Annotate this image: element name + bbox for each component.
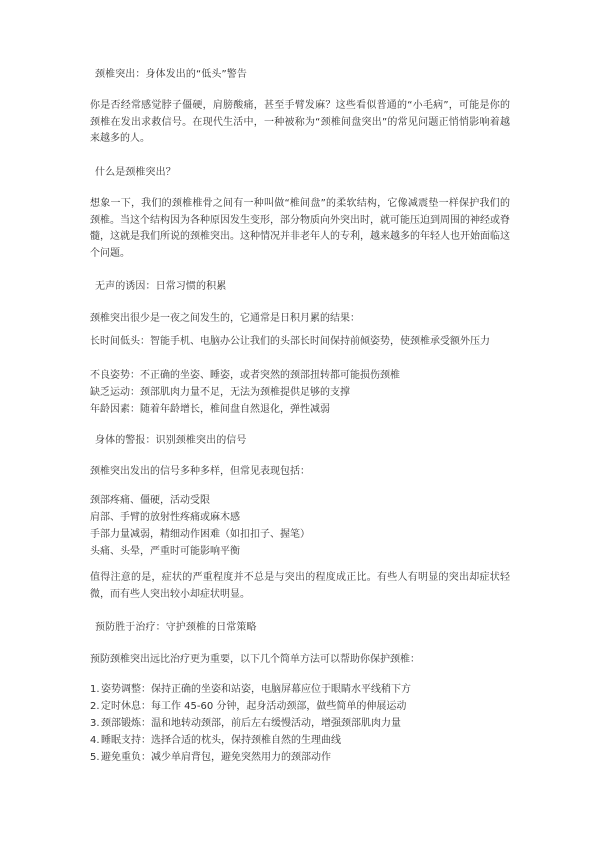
prevention-item-number: 2. [90,701,100,712]
page-title: 颈椎突出：身体发出的“低头”警告 [95,69,247,80]
signal-item: 手部力量减弱，精细动作困难（如扣扣子、握笔） [90,529,310,540]
section-heading-prevention: 预防胜于治疗：守护颈椎的日常策略 [95,622,257,633]
prevention-item [90,751,331,764]
prevention-item-text: 避免重负：减少单肩背包，避免突然用力的颈部动作 [101,752,331,763]
prevention-item [90,717,401,730]
section-heading-what-is: 什么是颈椎突出？ [95,167,176,178]
cause-item: 不良姿势：不正确的坐姿、睡姿，或者突然的颈部扭转都可能损伤颈椎 [90,370,400,381]
prevention-lead: 预防颈椎突出远比治疗更为重要，以下几个简单方法可以帮助你保护颈椎： [90,654,420,665]
section-heading-signals: 身体的警报：识别颈椎突出的信号 [95,435,247,446]
section-heading-causes: 无声的诱因：日常习惯的积累 [95,281,227,292]
section-what-is-body: 想象一下，我们的颈椎椎骨之间有一种叫做“椎间盘”的柔软结构，它像减震垫一样保护我们的颈椎。当这个结构因为各种原因发生变形，部分物质向外突出时，就可能压迫到周围的神经或脊髓，这就是我们所说的颈椎突出。这种情况并非老年人的专利，越来越多的年轻人也开始面临这个问题。 [90,198,510,259]
signal-item: 头痛、头晕，严重时可能影响平衡 [90,546,240,557]
cause-item: 年龄因素：随着年龄增长，椎间盘自然退化，弹性减弱 [90,404,330,415]
causes-lead: 颈椎突出很少是一夜之间发生的，它通常是日积月累的结果： [90,313,360,324]
intro-paragraph: 你是否经常感觉脖子僵硬，肩膀酸痛，甚至手臂发麻？这些看似普通的“小毛病”，可能是你的颈椎在发出求救信号。在现代生活中，一种被称为“颈椎间盘突出”的常见问题正悄悄影响着越来越多的人。 [90,100,510,144]
prevention-item [90,734,341,747]
cause-item: 缺乏运动：颈部肌肉力量不足，无法为颈椎提供足够的支撑 [90,387,350,398]
prevention-item-text: 颈部锻炼：温和地转动颈部，前后左右缓慢活动，增强颈部肌肉力量 [101,718,401,729]
prevention-item-number: 5. [90,752,100,763]
prevention-item [90,683,411,696]
signals-lead: 颈椎突出发出的信号多种多样，但常见表现包括： [90,466,310,477]
cause-item: 长时间低头：智能手机、电脑办公让我们的头部长时间保持前倾姿势，使颈椎承受额外压力 [90,336,490,347]
signal-item: 颈部疼痛、僵硬，活动受限 [90,495,210,506]
prevention-item-text: 睡眠支持：选择合适的枕头，保持颈椎自然的生理曲线 [101,735,341,746]
prevention-item-number: 4. [90,735,100,746]
signal-item: 肩部、手臂的放射性疼痛或麻木感 [90,512,240,523]
prevention-item-number: 3. [90,718,100,729]
prevention-item-number: 1. [90,684,100,695]
prevention-item [90,700,406,713]
prevention-item-text: 姿势调整：保持正确的坐姿和站姿，电脑屏幕应位于眼睛水平线稍下方 [101,684,411,695]
signals-note: 值得注意的是，症状的严重程度并不总是与突出的程度成正比。有些人有明显的突出却症状轻微，而有些人突出较小却症状明显。 [90,572,510,600]
prevention-item-text: 定时休息：每工作 45-60 分钟，起身活动颈部，做些简单的伸展运动 [101,701,407,712]
